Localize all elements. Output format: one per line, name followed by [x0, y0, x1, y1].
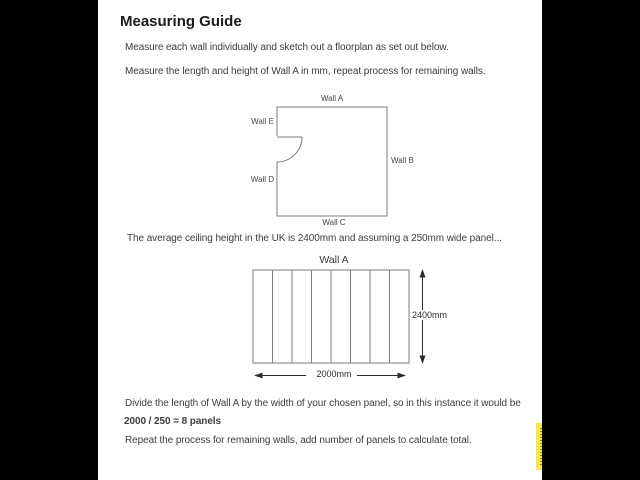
floorplan-label-wall-e: Wall E: [251, 117, 274, 126]
panel-dividers: [273, 270, 390, 363]
measure-paragraph: Measure the length and height of Wall A in mm, repeat process for remaining walls.: [125, 66, 486, 77]
height-dimension-label: 2400mm: [412, 310, 448, 320]
door-swing-arc: [277, 137, 302, 162]
divide-paragraph: Divide the length of Wall A by the width of your chosen panel, so in this instance it would be: [125, 398, 521, 409]
floorplan-label-wall-b: Wall B: [391, 156, 414, 165]
right-black-bar: [542, 0, 640, 480]
left-black-bar: [0, 0, 98, 480]
formula-text: 2000 / 250 = 8 panels: [124, 416, 222, 427]
panel-diagram-title: Wall A: [319, 254, 349, 266]
floorplan-diagram: [240, 92, 410, 222]
intro-paragraph: Measure each wall individually and sketch out a floorplan as set out below.: [125, 42, 449, 53]
width-dimension-label: 2000mm: [316, 369, 352, 379]
ceiling-paragraph: The average ceiling height in the UK is 2400mm and assuming a 250mm wide panel...: [127, 233, 502, 244]
floorplan-walls: [277, 107, 387, 216]
floorplan-label-wall-a: Wall A: [320, 94, 344, 103]
floorplan-label-wall-c: Wall C: [322, 218, 346, 227]
panel-diagram: [245, 265, 445, 380]
page-title: Measuring Guide: [120, 13, 242, 30]
floorplan-label-wall-d: Wall D: [250, 175, 274, 184]
repeat-paragraph: Repeat the process for remaining walls, add number of panels to calculate total.: [125, 435, 472, 446]
